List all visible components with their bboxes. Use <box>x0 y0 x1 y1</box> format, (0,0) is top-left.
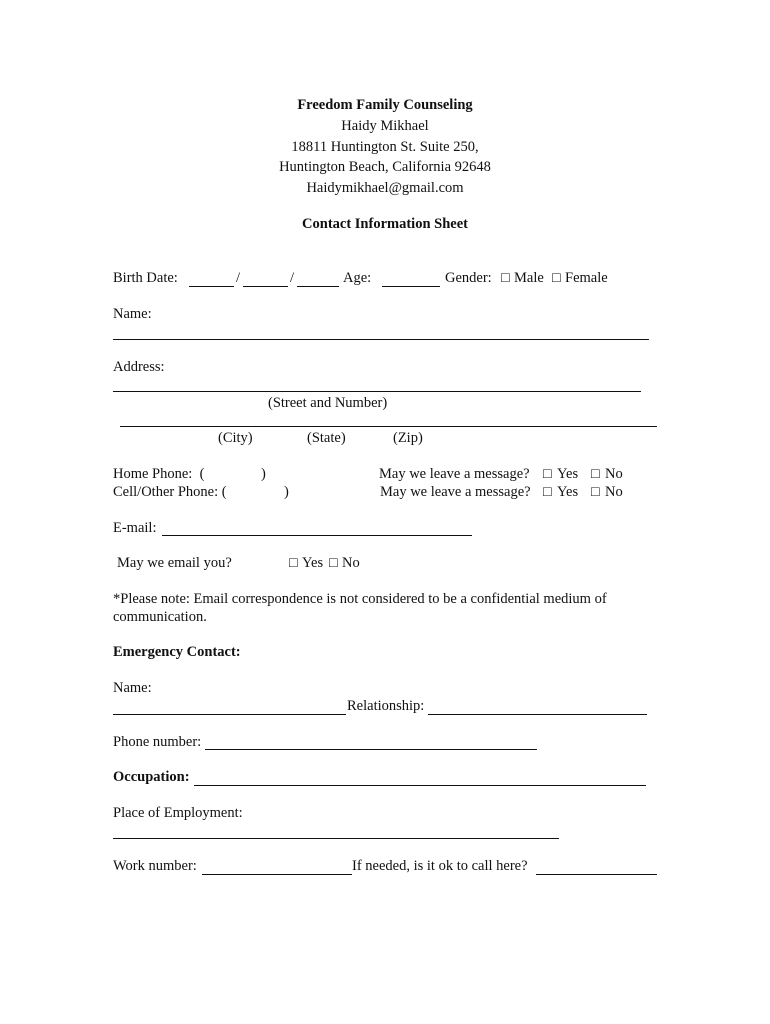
address-label: Address: <box>113 359 165 375</box>
email-permission-question: May we email you? <box>117 555 232 571</box>
cell-message-no-checkbox[interactable]: □ <box>591 484 600 500</box>
city-caption: (City) <box>218 430 253 446</box>
call-permission-field[interactable] <box>536 874 657 875</box>
work-number-label: Work number: <box>113 858 197 874</box>
cell-phone-label: Cell/Other Phone: ( <box>113 484 227 500</box>
zip-caption: (Zip) <box>393 430 423 446</box>
emergency-phone-field[interactable] <box>205 749 537 750</box>
header-email: Haidymikhael@gmail.com <box>306 180 464 196</box>
email-yes-label: Yes <box>302 555 324 571</box>
date-slash: / <box>236 270 241 286</box>
org-name: Freedom Family Counseling <box>297 97 473 113</box>
employment-label: Place of Employment: <box>113 805 243 821</box>
email-yes-checkbox[interactable]: □ <box>289 555 298 571</box>
male-checkbox[interactable]: □ <box>501 270 510 286</box>
street-caption: (Street and Number) <box>268 395 388 411</box>
email-confidentiality-note: *Please note: Email correspondence is not considered to be a confidential medium of communication. <box>113 591 607 625</box>
date-slash: / <box>290 270 295 286</box>
address-line-2: Huntington Beach, California 92648 <box>279 159 491 175</box>
cell-message-yes-label: Yes <box>557 484 579 500</box>
birth-month-field[interactable] <box>189 286 234 287</box>
emergency-phone-label: Phone number: <box>113 734 202 750</box>
home-message-no-checkbox[interactable]: □ <box>591 466 600 482</box>
email-label: E-mail: <box>113 520 157 536</box>
email-no-label: No <box>342 555 360 571</box>
home-message-no-label: No <box>605 466 623 482</box>
employment-field[interactable] <box>113 838 559 839</box>
cell-message-yes-checkbox[interactable]: □ <box>543 484 552 500</box>
male-option-label: Male <box>514 270 544 286</box>
relationship-label: Relationship: <box>347 698 425 714</box>
gender-label: Gender: <box>445 270 492 286</box>
address-line-1: 18811 Huntington St. Suite 250, <box>291 139 479 155</box>
female-option-label: Female <box>565 270 608 286</box>
home-phone-paren: ) <box>261 466 266 482</box>
email-field[interactable] <box>162 535 472 536</box>
age-field[interactable] <box>382 286 440 287</box>
birth-date-label: Birth Date: <box>113 270 178 286</box>
home-message-yes-label: Yes <box>557 466 579 482</box>
email-no-checkbox[interactable]: □ <box>329 555 338 571</box>
emergency-contact-heading: Emergency Contact: <box>113 644 241 660</box>
age-label: Age: <box>343 270 372 286</box>
cell-message-no-label: No <box>605 484 623 500</box>
street-field[interactable] <box>113 391 641 392</box>
emergency-name-field[interactable] <box>113 714 346 715</box>
birth-year-field[interactable] <box>297 286 339 287</box>
cell-phone-paren: ) <box>284 484 289 500</box>
form-title: Contact Information Sheet <box>302 216 468 232</box>
emergency-name-label: Name: <box>113 680 152 696</box>
cell-message-question: May we leave a message? <box>380 484 531 500</box>
name-field[interactable] <box>113 339 649 340</box>
counselor-name: Haidy Mikhael <box>341 118 429 134</box>
occupation-field[interactable] <box>194 785 646 786</box>
relationship-field[interactable] <box>428 714 647 715</box>
call-permission-question: If needed, is it ok to call here? <box>352 858 528 874</box>
home-message-yes-checkbox[interactable]: □ <box>543 466 552 482</box>
home-phone-label: Home Phone: ( <box>113 466 205 482</box>
occupation-label: Occupation: <box>113 769 190 785</box>
name-label: Name: <box>113 306 152 322</box>
state-caption: (State) <box>307 430 346 446</box>
work-number-field[interactable] <box>202 874 352 875</box>
home-message-question: May we leave a message? <box>379 466 530 482</box>
female-checkbox[interactable]: □ <box>552 270 561 286</box>
birth-day-field[interactable] <box>243 286 288 287</box>
city-state-zip-field[interactable] <box>120 426 657 427</box>
